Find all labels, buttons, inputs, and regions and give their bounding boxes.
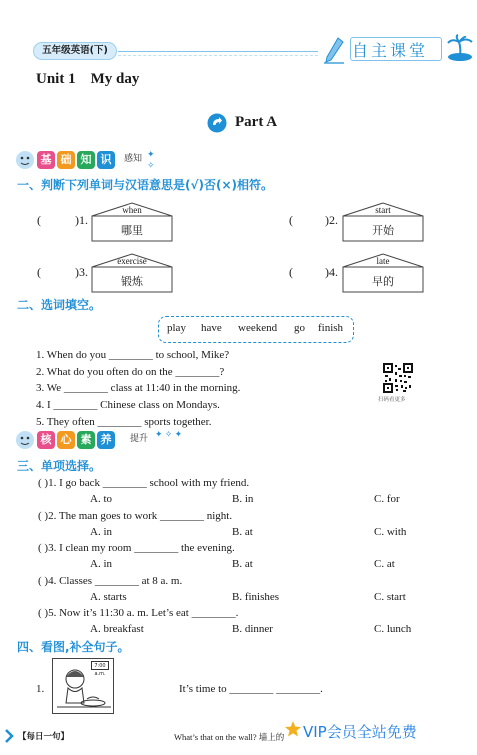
q3-opt-1b: B. in	[232, 493, 254, 505]
q3-opt-5a: A. breakfast	[90, 623, 144, 635]
part-arrow-icon	[207, 113, 227, 133]
q2-title: 二、选词填空。	[17, 298, 102, 312]
q3-opt-4b: B. finishes	[232, 591, 280, 603]
q1-item4-house	[341, 253, 425, 293]
q3-opt-4a: A. starts	[90, 591, 127, 603]
q3-opt-3c: C. at	[374, 558, 395, 570]
q1-item3-num: )3.	[75, 265, 88, 279]
vip-banner-link[interactable]: VIP会员全站免费	[303, 723, 417, 741]
q3-opt-1a: A. to	[90, 493, 112, 505]
q3-stem-1: ( )1. I go back ________ school with my friend.	[38, 477, 250, 489]
q1-item1-house	[90, 202, 174, 242]
q1-item1-num: )1.	[75, 213, 88, 227]
q1-item2-paren[interactable]: (	[289, 213, 293, 227]
q1-item2-zh: 开始	[372, 224, 394, 237]
q1-item4-paren[interactable]: (	[289, 265, 293, 279]
q1-item2-house	[341, 202, 425, 242]
chevron-right-icon	[4, 729, 14, 743]
q3-opt-2a: A. in	[90, 526, 112, 538]
q3-stem-3: ( )3. I clean my room ________ the evening.	[38, 542, 235, 554]
word-bank-item: have	[201, 322, 222, 334]
word-bank-item: finish	[318, 322, 344, 334]
q3-opt-5c: C. lunch	[374, 623, 412, 635]
banner-chip-4: 养	[97, 431, 115, 449]
sparkle-icon: ✦ ✧	[147, 149, 155, 170]
banner-chip-3: 素	[77, 431, 95, 449]
q2-line-4: 4. I ________ Chinese class on Mondays.	[36, 399, 220, 411]
word-bank-item: weekend	[238, 322, 278, 334]
grade-label: 五年级英语(下)	[33, 42, 117, 60]
q1-title: 一、判断下列单词与汉语意思是(√)否(×)相符。	[17, 178, 273, 192]
header-dotted-rule	[118, 55, 318, 56]
clock-sign: 7:00 a.m.	[91, 661, 109, 670]
basic-banner	[14, 149, 164, 171]
header-rule	[118, 51, 318, 52]
q2-line-1: 1. When do you ________ to school, Mike?	[36, 349, 230, 361]
q4-num: 1.	[36, 683, 45, 695]
q3-opt-1c: C. for	[374, 493, 400, 505]
q3-opt-2c: C. with	[374, 526, 407, 538]
daily-sentence-tag: 【每日一句】	[18, 732, 70, 742]
q1-item1-paren[interactable]: (	[37, 213, 41, 227]
word-bank-item: play	[167, 322, 186, 334]
banner-chip-3: 知	[77, 151, 95, 169]
word-bank-item: go	[294, 322, 305, 334]
q1-item3-house	[90, 253, 174, 293]
q1-item3-paren[interactable]: (	[37, 265, 41, 279]
q1-item4-zh: 早的	[372, 275, 394, 288]
q1-item3-zh: 锻炼	[121, 275, 143, 288]
q1-item1-en: when	[122, 205, 142, 215]
banner-chip-4: 识	[97, 151, 115, 169]
q3-opt-2b: B. at	[232, 526, 253, 538]
q3-stem-4: ( )4. Classes ________ at 8 a. m.	[38, 575, 183, 587]
q3-opt-3b: B. at	[232, 558, 253, 570]
q1-item4-en: late	[376, 256, 390, 266]
qr-caption: 扫码看更多	[378, 397, 406, 403]
star-icon	[284, 720, 302, 738]
q1-item2-en: start	[375, 205, 391, 215]
q4-sentence: It’s time to ________ ________.	[179, 683, 323, 695]
banner-chip-1: 核	[37, 431, 55, 449]
banner-tag: 感知	[124, 154, 143, 164]
core-banner	[14, 429, 194, 451]
q3-stem-5: ( )5. Now it’s 11:30 a. m. Let’s eat ________.	[38, 607, 239, 619]
banner-chip-2: 心	[57, 431, 75, 449]
banner-tag: 提升	[130, 434, 149, 444]
q3-opt-4c: C. start	[374, 591, 406, 603]
q1-item2-num: )2.	[325, 213, 338, 227]
unit-label: Unit 1	[36, 71, 76, 87]
part-title: Part A	[235, 114, 278, 130]
cartoon-icon	[14, 149, 36, 171]
q3-opt-5b: B. dinner	[232, 623, 273, 635]
q3-title: 三、单项选择。	[17, 459, 102, 473]
q1-item4-num: )4.	[325, 265, 338, 279]
q3-stem-2: ( )2. The man goes to work ________ night.	[38, 510, 233, 522]
banner-chip-2: 础	[57, 151, 75, 169]
unit-title	[36, 71, 139, 88]
palm-island-icon	[446, 34, 474, 62]
sparkle-icon: ✦ ✧ ✦	[155, 429, 183, 439]
pencil-icon	[322, 36, 346, 64]
q2-line-5: 5. They often ________ sports together.	[36, 416, 212, 428]
daily-sentence-text: What’s that on the wall? 墙上的	[174, 732, 285, 742]
q1-item3-en: exercise	[117, 256, 147, 266]
qr-code-icon[interactable]	[383, 363, 413, 393]
cartoon-icon	[14, 429, 36, 451]
q2-line-2: 2. What do you often do on the ________?	[36, 366, 225, 378]
banner-chip-1: 基	[37, 151, 55, 169]
q2-line-3: 3. We ________ class at 11:40 in the morning.	[36, 382, 241, 394]
q1-item1-zh: 哪里	[121, 224, 143, 237]
q4-title: 四、看图,补全句子。	[17, 640, 130, 654]
q3-opt-3a: A. in	[90, 558, 112, 570]
unit-name: My day	[90, 71, 140, 87]
brand-title: 自主课堂	[352, 41, 429, 60]
